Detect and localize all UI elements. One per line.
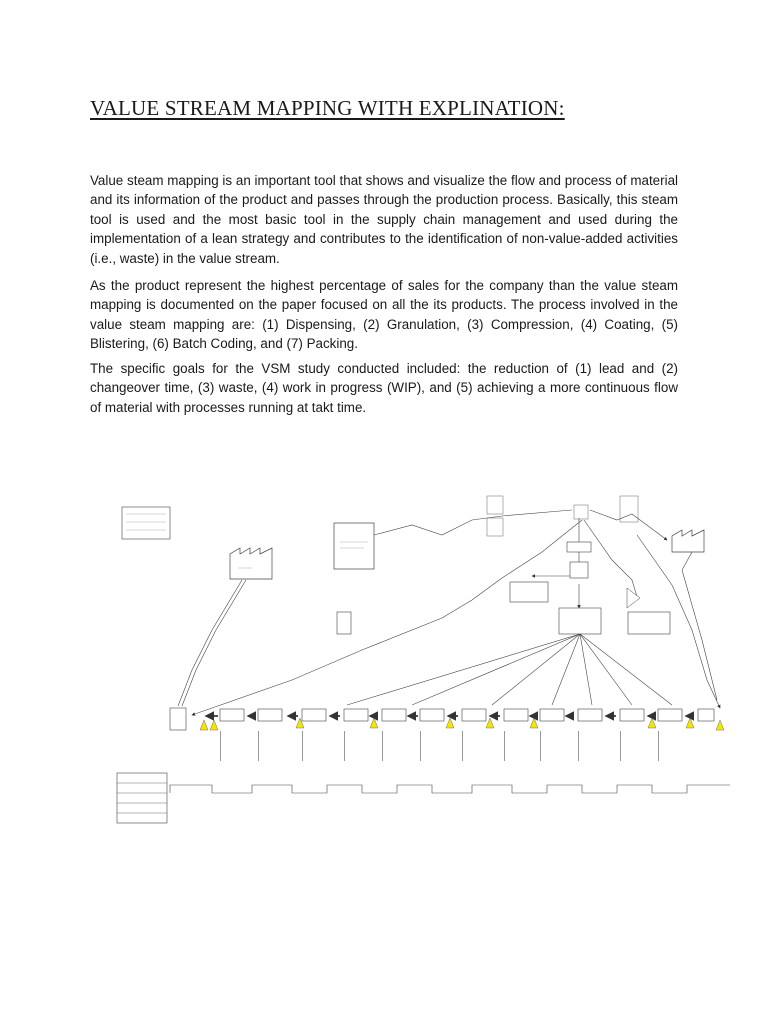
schedule-fan-lines (347, 634, 672, 705)
process-data-boxes (220, 731, 659, 761)
supplier-factory-icon (230, 548, 272, 579)
process-row (170, 708, 724, 761)
page-title: VALUE STREAM MAPPING WITH EXPLINATION: (90, 96, 565, 120)
order-notes (487, 496, 638, 536)
scheduling-boxes (337, 542, 670, 634)
customer-factory-icon (672, 530, 704, 552)
value-stream-map-figure (112, 490, 734, 825)
paragraph-process: As the product represent the highest percentage of sales for the company than the value steam mapping is documented on the paper focused on all the its products. The process involved in the value steam mapping are: (1) Dispensing, (2) Granulation, (3) Compression, (4) Coating, (5) Blistering, (6) Batch Coding, and (7) Packing. (90, 278, 678, 352)
production-control-box (334, 523, 374, 569)
supplier-delivery-line (178, 580, 246, 706)
paragraph-goals: The specific goals for the VSM study conducted included: the reduction of (1) lead and (2) changeover time, (3) waste, (4) work in progress (WIP), and (5) achieving a more continuous flow of material with processes running at takt time. (90, 361, 678, 415)
timeline-ladder (117, 773, 730, 823)
customer-requirements-box (122, 507, 170, 539)
paragraph-intro: Value steam mapping is an important tool that shows and visualize the flow and process of material and its information of the product and passes through the production process. Basically, this steam tool is used and the most basic tool in the supply chain management and used during the implementation of a lean strategy and contributes to the identification of non-value-added activities (i.e., waste) in the value stream. (90, 173, 678, 266)
vsm-diagram (112, 490, 734, 825)
process-box (220, 709, 714, 721)
